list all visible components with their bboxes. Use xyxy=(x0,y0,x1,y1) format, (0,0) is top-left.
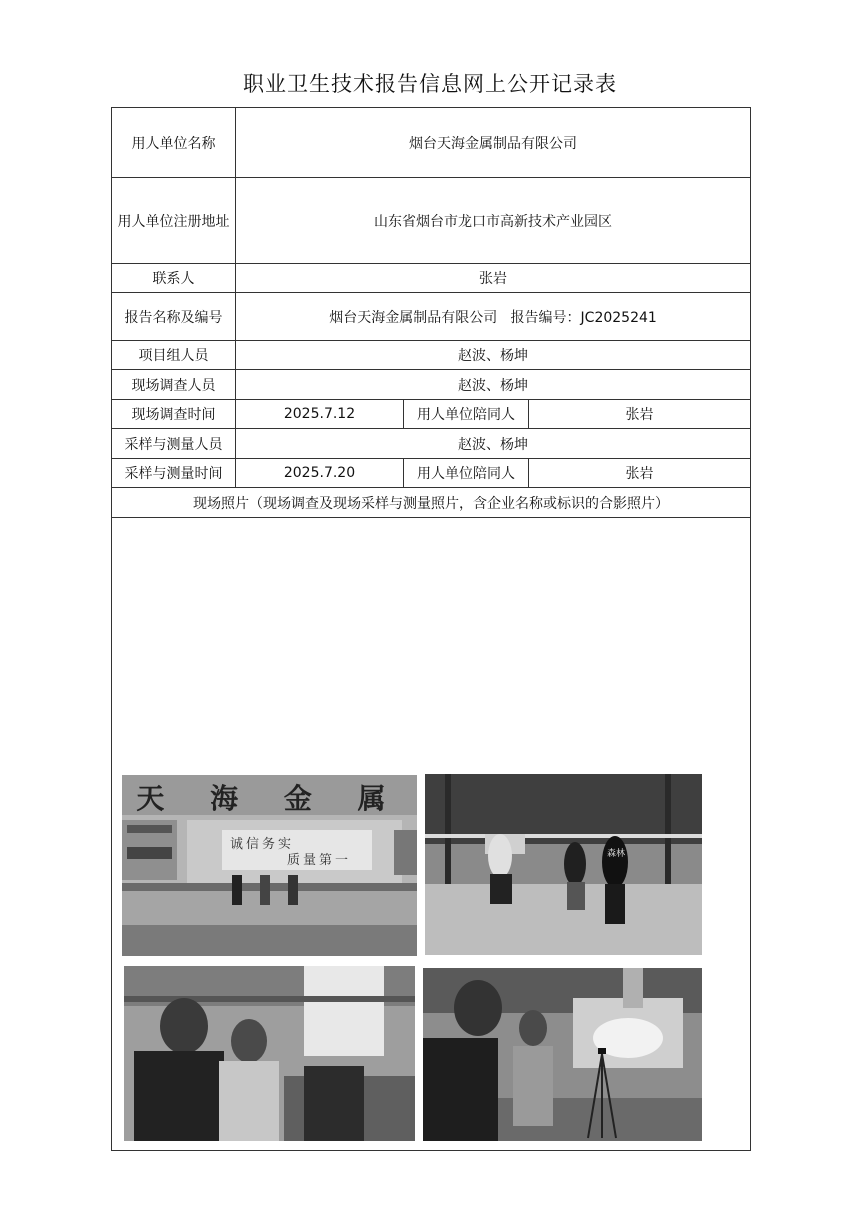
sampling-staff-label: 采样与测量人员 xyxy=(112,429,236,459)
row-report xyxy=(112,293,751,341)
row-survey-staff xyxy=(112,370,751,400)
row-address xyxy=(112,178,751,264)
address-label: 用人单位注册地址 xyxy=(112,178,236,264)
row-photos xyxy=(112,518,751,1151)
row-company-name xyxy=(112,108,751,178)
contact-label: 联系人 xyxy=(112,264,236,293)
survey-time-label: 现场调查时间 xyxy=(112,400,236,429)
sampling-staff-value: 赵波、杨坤 xyxy=(236,429,751,459)
row-sampling-staff xyxy=(112,429,751,459)
row-survey-time xyxy=(112,400,751,429)
photo-measurement xyxy=(423,968,702,1141)
photos-header: 现场照片（现场调查及现场采样与测量照片，含企业名称或标识的合影照片） xyxy=(112,488,751,518)
row-project-members xyxy=(112,341,751,370)
sampling-time-label: 采样与测量时间 xyxy=(112,459,236,488)
row-sampling-time xyxy=(112,459,751,488)
company-name-label: 用人单位名称 xyxy=(112,108,236,178)
company-name-value: 烟台天海金属制品有限公司 xyxy=(236,108,751,178)
survey-companion-value: 张岩 xyxy=(529,400,751,429)
photo-workshop-walk xyxy=(425,774,702,955)
row-photos-header xyxy=(112,488,751,518)
survey-time-value: 2025.7.12 xyxy=(236,400,404,429)
survey-staff-label: 现场调查人员 xyxy=(112,370,236,400)
photos-cell xyxy=(112,518,751,1151)
factory-sign-text: 天 海 金 属 xyxy=(136,782,404,815)
sampling-time-value: 2025.7.20 xyxy=(236,459,404,488)
factory-slogan-2: 质量第一 xyxy=(287,853,352,868)
row-contact xyxy=(112,264,751,293)
contact-value: 张岩 xyxy=(236,264,751,293)
factory-slogan-1: 诚信务实 xyxy=(230,837,295,852)
shirt-print-text: 森林 xyxy=(607,849,626,859)
project-members-value: 赵波、杨坤 xyxy=(236,341,751,370)
photo-factory-exterior xyxy=(122,775,417,956)
survey-companion-label: 用人单位陪同人 xyxy=(404,400,529,429)
address-value: 山东省烟台市龙口市高新技术产业园区 xyxy=(236,178,751,264)
project-members-label: 项目组人员 xyxy=(112,341,236,370)
sampling-companion-value: 张岩 xyxy=(529,459,751,488)
record-table xyxy=(111,107,751,1151)
report-label: 报告名称及编号 xyxy=(112,293,236,341)
page-title: 职业卫生技术报告信息网上公开记录表 xyxy=(243,72,617,96)
report-value: 烟台天海金属制品有限公司 报告编号：JC2025241 xyxy=(236,293,751,341)
survey-staff-value: 赵波、杨坤 xyxy=(236,370,751,400)
photo-inspection xyxy=(124,966,415,1141)
sampling-companion-label: 用人单位陪同人 xyxy=(404,459,529,488)
